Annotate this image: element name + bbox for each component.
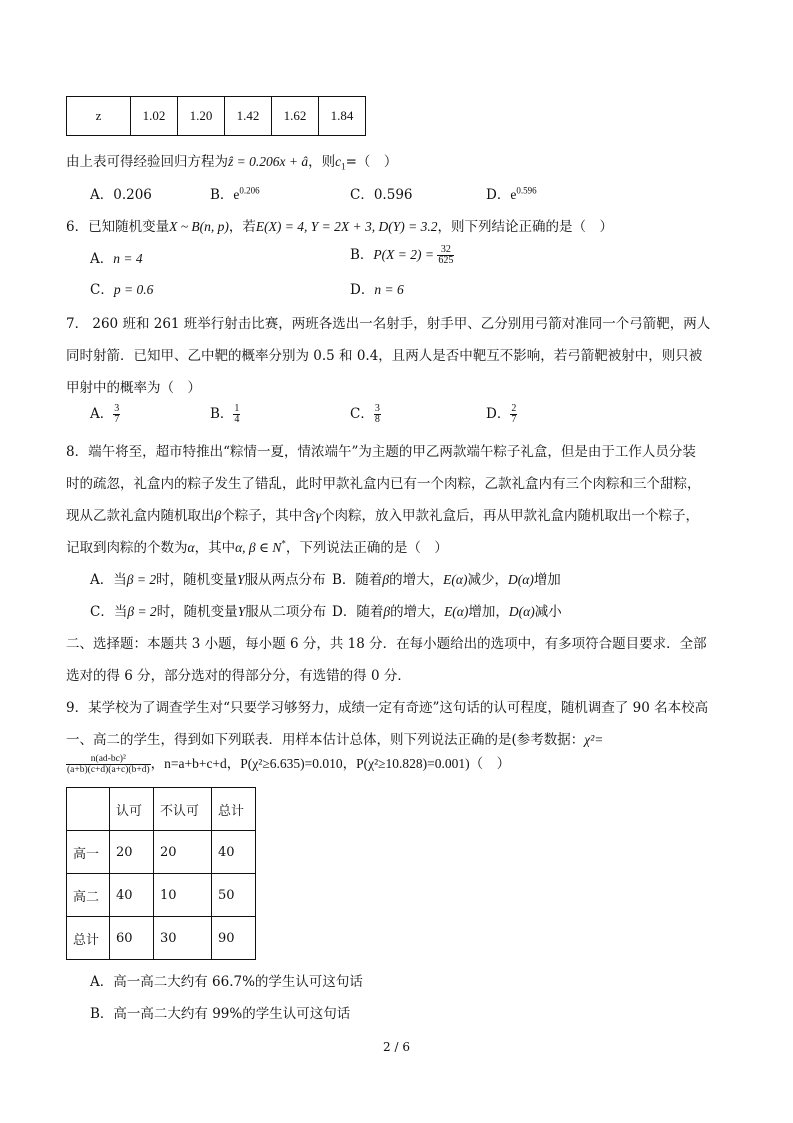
table-row: 高一 20 20 40 bbox=[67, 831, 256, 874]
q6-option-d[interactable]: D．n = 6 bbox=[350, 282, 404, 298]
q8-option-a[interactable]: A．当β = 2时，随机变量Y服从两点分布 bbox=[90, 572, 326, 588]
q6-option-b[interactable]: B．P(X = 2) = $\frac{32}{625}$ bbox=[350, 244, 454, 266]
table-row: 总计 60 30 90 bbox=[67, 917, 256, 960]
q8-option-c[interactable]: C．当β = 2时，随机变量Y服从二项分布 bbox=[90, 604, 327, 620]
q9-line-1: 9．某学校为了调查学生对“只要学习够努力，成绩一定有奇迹”这句话的认可程度，随机调查了 90 名本校高 bbox=[66, 700, 709, 716]
q5-stem: 由上表可得经验回归方程为ẑ = 0.206x + â，则$c_1=$（ ） bbox=[66, 154, 398, 172]
q8-option-b[interactable]: B．随着β的增大，E(α)减少，D(α)增加 bbox=[332, 572, 561, 588]
table-header-cell: 认可 bbox=[110, 788, 154, 831]
q5-option-b[interactable]: B．$e^{0.206}$ bbox=[210, 185, 260, 203]
q7-option-a[interactable]: A． $\frac{3}{7}$ bbox=[90, 403, 120, 425]
table-header-cell: 总计 bbox=[212, 788, 256, 831]
z-cell: 1.42 bbox=[225, 97, 272, 136]
q6-stem: 6．已知随机变量X ~ B(n, p)，若E(X) = 4, Y = 2X + 3, D(Y) = 3.2，则下列结论正确的是（ ） bbox=[66, 219, 613, 235]
q5-option-c[interactable]: C．0.596 bbox=[350, 187, 413, 203]
q8-line-2: 时的疏忽，礼盒内的粽子发生了错乱，此时甲款礼盒内已有一个肉粽，乙款礼盒内有三个肉粽和三个甜粽， bbox=[66, 476, 701, 492]
table-header-cell bbox=[67, 788, 110, 831]
q7-option-d[interactable]: D． $\frac{2}{7}$ bbox=[486, 403, 517, 425]
q6-option-a[interactable]: A．n = 4 bbox=[90, 251, 143, 267]
z-label-cell: z bbox=[67, 97, 131, 136]
q8-line-4: 记取到肉粽的个数为α，其中α, β ∈ N*，下列说法正确的是（ ） bbox=[66, 538, 448, 556]
z-cell: 1.62 bbox=[272, 97, 319, 136]
z-cell: 1.20 bbox=[178, 97, 225, 136]
q9-option-b[interactable]: B．高一高二大约有 99%的学生认可这句话 bbox=[90, 1006, 351, 1022]
page-number: 2 / 6 bbox=[383, 1040, 410, 1054]
q9-line-3: $\frac{\text{n(ad-bc)²}}{(a+b)(c+d)(a+c)(b+d)}$ ，n=a+b+c+d，P(χ²≥6.635)=0.010，P(χ²≥10.828)=0.001)（ ） bbox=[67, 754, 511, 775]
q5-regression-eq: ẑ = 0.206x + â bbox=[228, 154, 309, 169]
q7-option-b[interactable]: B． $\frac{1}{4}$ bbox=[210, 403, 240, 425]
q6-option-c[interactable]: C．p = 0.6 bbox=[90, 282, 154, 298]
q7-option-c[interactable]: C． $\frac{3}{8}$ bbox=[350, 403, 380, 425]
section-2-rules: 选对的得 6 分，部分选对的得部分分，有选错的得 0 分． bbox=[66, 668, 411, 684]
z-cell: 1.84 bbox=[319, 97, 366, 136]
q5-option-d[interactable]: D．$e^{0.596}$ bbox=[486, 185, 537, 203]
q7-line-3: 甲射中的概率为（ ） bbox=[66, 380, 201, 396]
table-row: 高二 40 10 50 bbox=[67, 874, 256, 917]
section-2-heading: 二、选择题：本题共 3 小题，每小题 6 分，共 18 分．在每小题给出的选项中，有多项符合题目要求．全部 bbox=[66, 636, 707, 652]
z-cell: 1.02 bbox=[131, 97, 178, 136]
contingency-table bbox=[66, 787, 256, 960]
q8-line-3: 现从乙款礼盒内随机取出β个粽子，其中含γ个肉粽，放入甲款礼盒后，再从甲款礼盒内随机取出一个粽子， bbox=[66, 508, 700, 524]
q9-line-2: 一、高二的学生，得到如下列联表．用样本估计总体，则下列说法正确的是(参考数据：χ²= bbox=[66, 732, 604, 748]
q8-line-1: 8．端午将至，超市特推出“粽情一夏，情浓端午”为主题的甲乙两款端午粽子礼盒，但是由于工作人员分装 bbox=[66, 444, 696, 460]
z-value-table bbox=[66, 96, 366, 136]
q7-line-1: 7． 260 班和 261 班举行射击比赛，两班各选出一名射手，射手甲、乙分别用弓箭对准同一个弓箭靶，两人 bbox=[66, 316, 711, 332]
q5-option-a[interactable]: A．0.206 bbox=[90, 187, 152, 203]
table-header-cell: 不认可 bbox=[154, 788, 212, 831]
q9-option-a[interactable]: A．高一高二大约有 66.7%的学生认可这句话 bbox=[90, 974, 363, 990]
q8-option-d[interactable]: D．随着β的增大，E(α)增加，D(α)减小 bbox=[332, 604, 562, 620]
q7-line-2: 同时射箭．已知甲、乙中靶的概率分别为 0.5 和 0.4，且两人是否中靶互不影响，若弓箭靶被射中，则只被 bbox=[66, 348, 703, 364]
